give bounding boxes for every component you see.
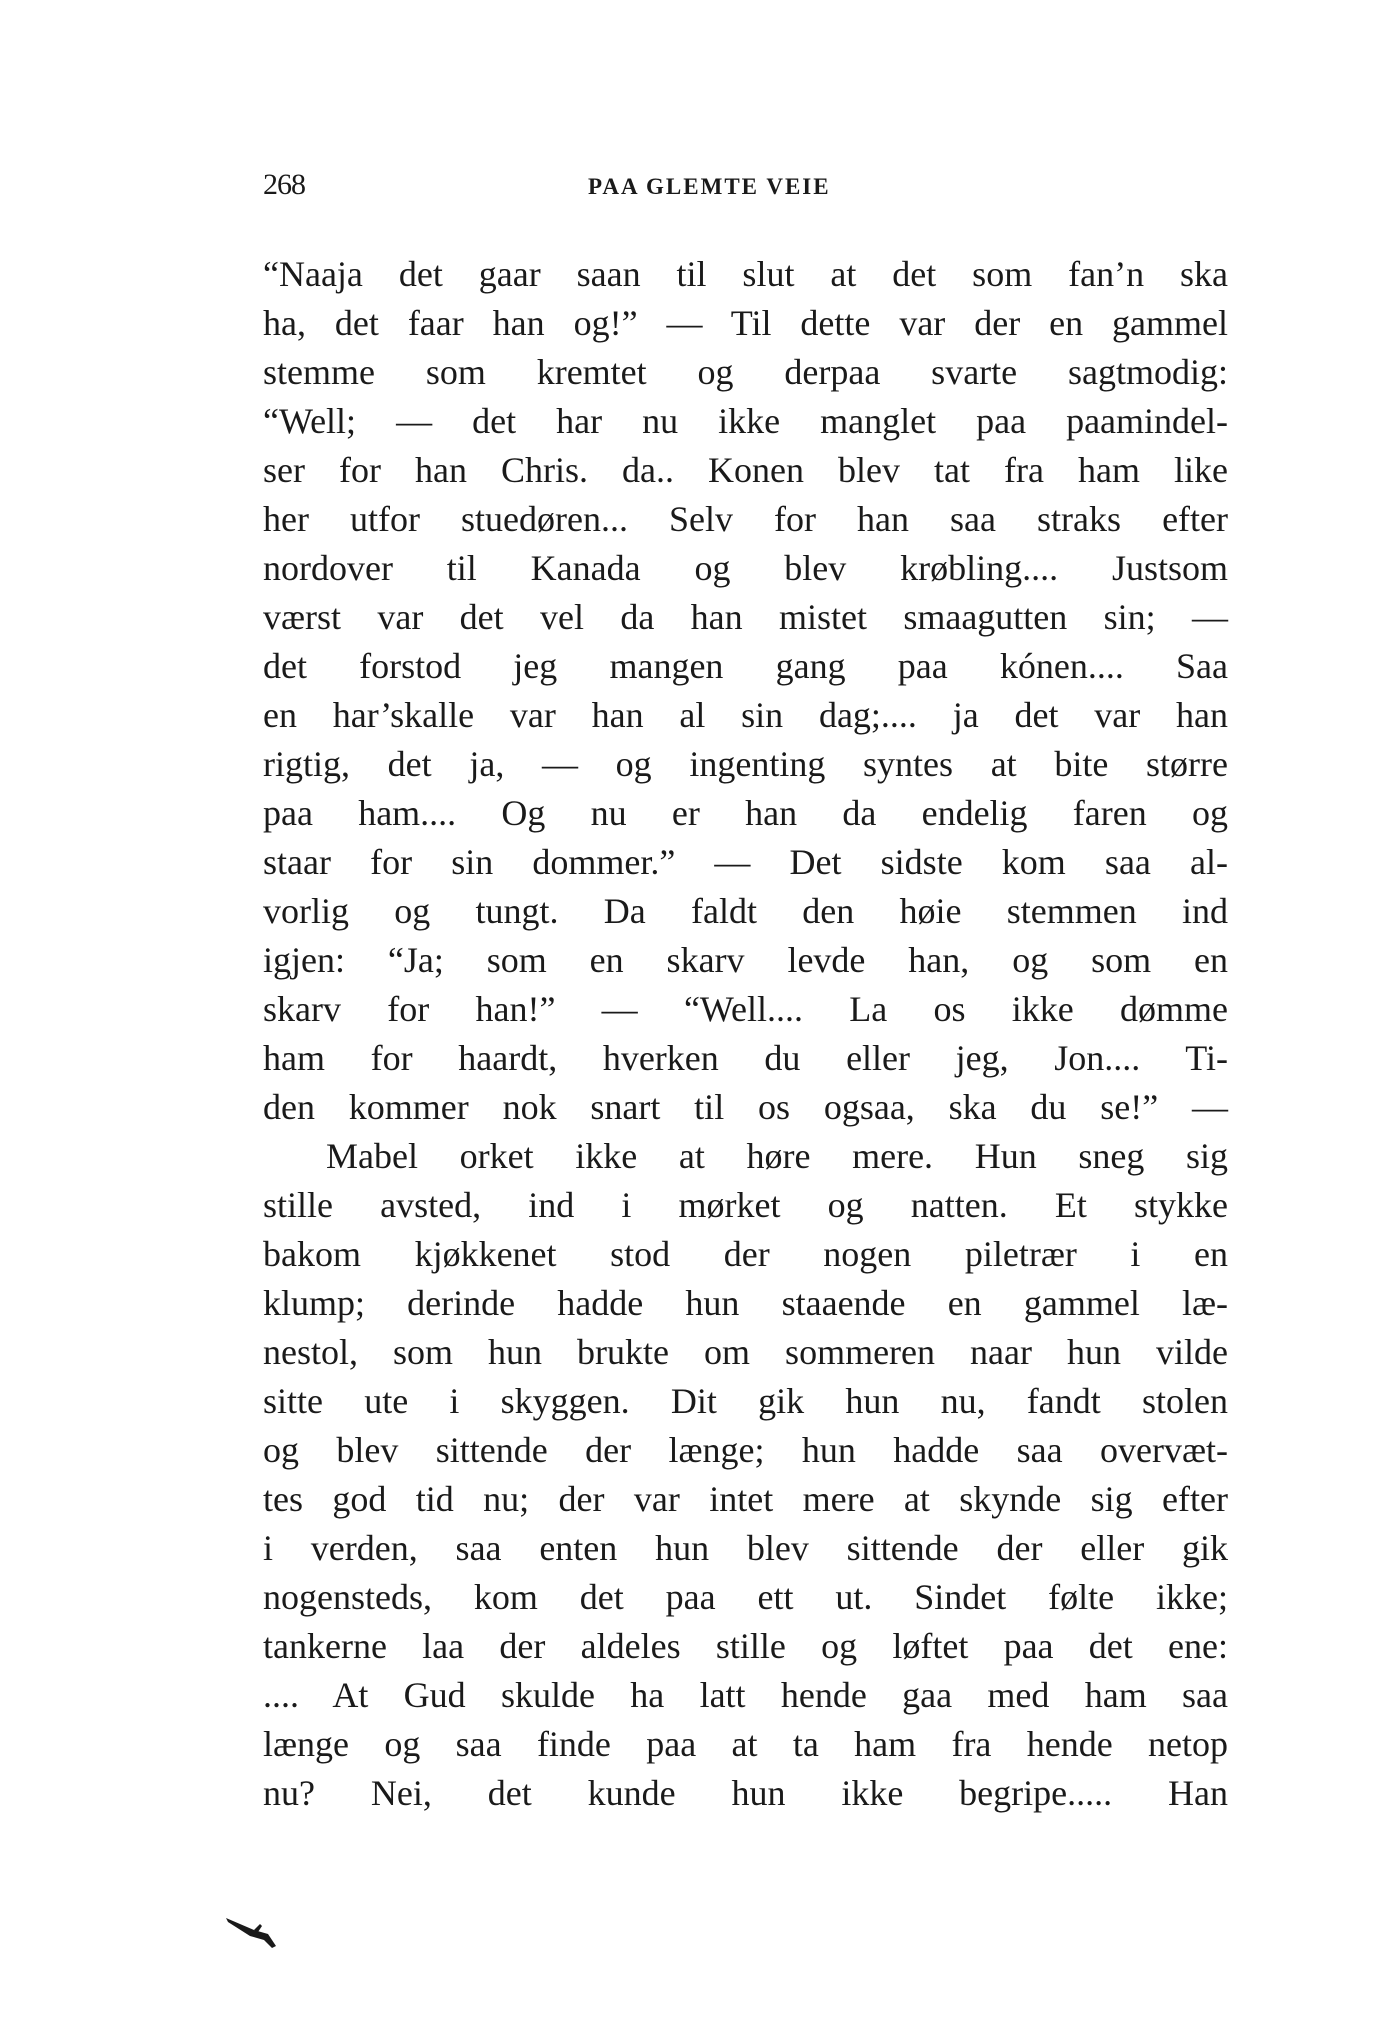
text-line: tes god tid nu; der var intet mere at skynde sig efter [263,1479,1228,1519]
text-line: her utfor stuedøren... Selv for han saa straks efter [263,499,1228,539]
text-line: den kommer nok snart til os ogsaa, ska du se!” — [263,1087,1228,1127]
text-line: staar for sin dommer.” — Det sidste kom saa al- [263,842,1228,882]
text-line: nu? Nei, det kunde hun ikke begripe..... Han [263,1773,1228,1813]
text-line: det forstod jeg mangen gang paa kónen.... Saa [263,646,1228,686]
text-line: rigtig, det ja, — og ingenting syntes at bite større [263,744,1228,784]
text-line: en har’skalle var han al sin dag;.... ja det var han [263,695,1228,735]
text-line: .... At Gud skulde ha latt hende gaa med ham saa [263,1675,1228,1715]
text-line: nestol, som hun brukte om sommeren naar hun vilde [263,1332,1228,1372]
text-line: sitte ute i skyggen. Dit gik hun nu, fandt stolen [263,1381,1228,1421]
text-line: ham for haardt, hverken du eller jeg, Jon.... Ti- [263,1038,1228,1078]
paragraph-first-line: Mabel orket ikke at høre mere. Hun sneg sig [326,1136,1228,1176]
running-title: PAA GLEMTE VEIE [588,174,831,199]
text-line: vorlig og tungt. Da faldt den høie stemmen ind [263,891,1228,931]
text-line: “Naaja det gaar saan til slut at det som fan’n ska [263,254,1228,294]
text-line: ser for han Chris. da.. Konen blev tat fra ham like [263,450,1228,490]
text-line: længe og saa finde paa at ta ham fra hende netop [263,1724,1228,1764]
text-line: “Well; — det har nu ikke manglet paa paamindel- [263,401,1228,441]
body-text [263,250,1228,1818]
running-head [263,168,1223,208]
text-line: bakom kjøkkenet stod der nogen piletrær i en [263,1234,1228,1274]
text-line: klump; derinde hadde hun staaende en gammel læ- [263,1283,1228,1323]
text-line: nordover til Kanada og blev krøbling.... Justsom [263,548,1228,588]
text-line: værst var det vel da han mistet smaagutten sin; — [263,597,1228,637]
text-line: nogensteds, kom det paa ett ut. Sindet følte ikke; [263,1577,1228,1617]
text-line: igjen: “Ja; som en skarv levde han, og som en [263,940,1228,980]
text-line: i verden, saa enten hun blev sittende der eller gik [263,1528,1228,1568]
printers-mark-icon [224,1912,284,1952]
text-line: paa ham.... Og nu er han da endelig faren og [263,793,1228,833]
text-line: stemme som kremtet og derpaa svarte sagtmodig: [263,352,1228,392]
text-line: og blev sittende der længe; hun hadde saa overvæt- [263,1430,1228,1470]
text-line: stille avsted, ind i mørket og natten. Et stykke [263,1185,1228,1225]
text-line: skarv for han!” — “Well.... La os ikke dømme [263,989,1228,1029]
text-line: tankerne laa der aldeles stille og løftet paa det ene: [263,1626,1228,1666]
text-line: ha, det faar han og!” — Til dette var der en gammel [263,303,1228,343]
page-number: 268 [263,168,305,201]
